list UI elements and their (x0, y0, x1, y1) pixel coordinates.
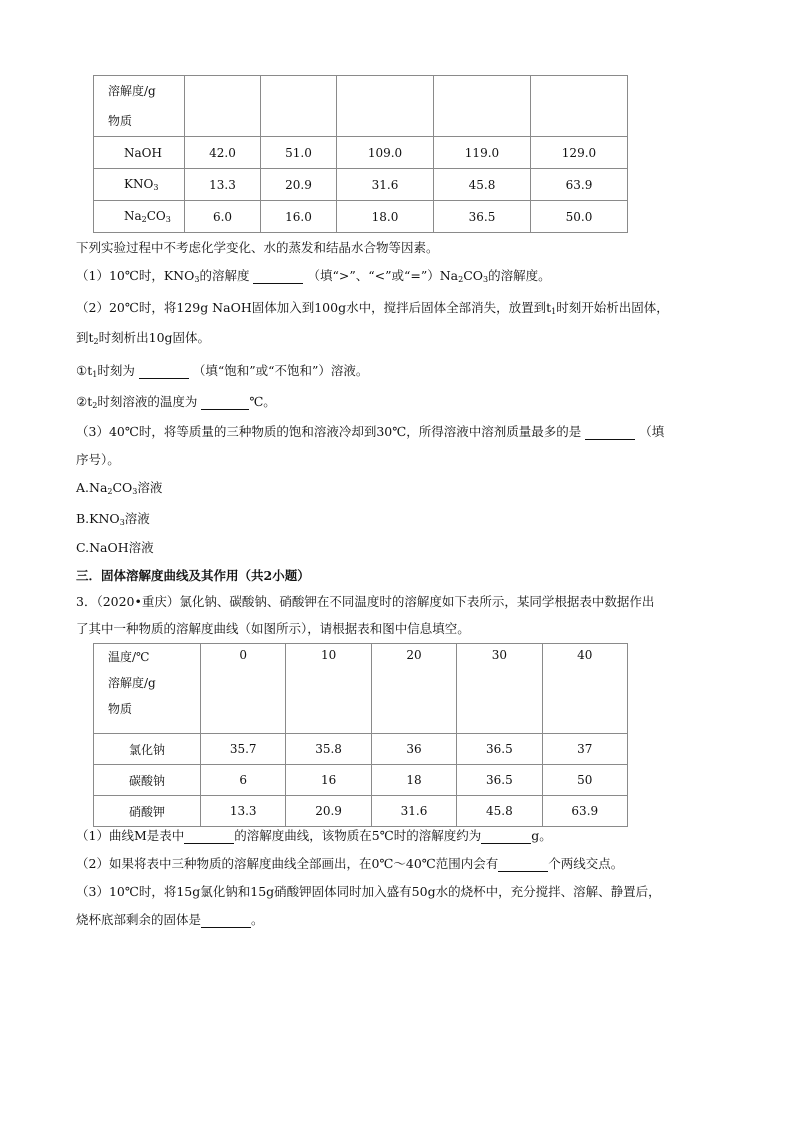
subscript: 2 (141, 215, 147, 224)
header-cell (94, 76, 185, 137)
table-cell: 109.0 (337, 137, 434, 169)
subscript: 3 (119, 518, 125, 527)
text: A.Na (76, 480, 108, 495)
q3-subquestion-2 (76, 854, 623, 872)
temperature-cell: 20 (371, 644, 456, 734)
table-cell: 50 (542, 765, 627, 796)
subscript: 2 (458, 275, 464, 284)
text: 到t (76, 330, 94, 345)
subscript: 3 (132, 487, 138, 496)
solubility-table-1 (93, 75, 628, 233)
table-cell: 50.0 (530, 201, 627, 233)
row-label: 氯化钠 (94, 734, 201, 765)
subscript: 1 (551, 307, 557, 316)
table-row (94, 137, 628, 169)
q3-stem-line-2: 了其中一种物质的溶解度曲线（如图所示），请根据表和图中信息填空。 (76, 621, 470, 636)
table-cell: 18.0 (337, 201, 434, 233)
table-cell (530, 76, 627, 137)
subscript: 2 (93, 337, 99, 346)
answer-blank[interactable] (139, 365, 189, 379)
header-label-substance: 物质 (108, 114, 133, 128)
text: （填“>”、“<”或“=”）Na (307, 268, 459, 283)
subscript: 3 (153, 183, 159, 192)
table-row (94, 734, 628, 765)
table-cell: 6.0 (185, 201, 261, 233)
table-cell (261, 76, 337, 137)
table-cell: 16.0 (261, 201, 337, 233)
text: CO (463, 268, 484, 283)
answer-blank[interactable] (253, 270, 303, 284)
subscript: 2 (92, 401, 98, 410)
temperature-cell: 10 (286, 644, 371, 734)
table-cell: 42.0 (185, 137, 261, 169)
table-cell: 119.0 (434, 137, 531, 169)
table-cell: 36.5 (457, 734, 542, 765)
row-label (94, 169, 185, 201)
text: 时刻开始析出固体， (556, 300, 669, 315)
text: ②t (76, 394, 93, 409)
text: g。 (531, 828, 552, 843)
text: 溶液 (124, 511, 150, 526)
table-cell: 6 (201, 765, 286, 796)
table-cell: 36.5 (434, 201, 531, 233)
text: （2）如果将表中三种物质的溶解度曲线全部画出，在0℃～40℃范围内会有 (76, 856, 499, 871)
text: B.KNO (76, 511, 120, 526)
text: （填“饱和”或“不饱和”）溶液。 (192, 363, 369, 378)
subscript: 3 (483, 275, 489, 284)
table-cell: 13.3 (201, 796, 286, 827)
header-label-substance: 物质 (108, 702, 133, 716)
row-label: 碳酸钠 (94, 765, 201, 796)
header-label-solubility: 溶解度/g (108, 676, 156, 690)
table-cell: 129.0 (530, 137, 627, 169)
table-cell: 45.8 (434, 169, 531, 201)
text: 烧杯底部剩余的固体是 (76, 912, 202, 927)
solubility-table-2 (93, 643, 628, 827)
formula-text: KNO (124, 177, 154, 191)
q3-subquestion-1 (76, 826, 552, 844)
table-cell: 31.6 (337, 169, 434, 201)
intro-text: 下列实验过程中不考虑化学变化、水的蒸发和结晶水合物等因素。 (76, 240, 439, 255)
text: ①t (76, 363, 93, 378)
header-cell (94, 644, 201, 734)
temperature-cell: 40 (542, 644, 627, 734)
subscript: 1 (92, 370, 98, 379)
question-part-1 (76, 266, 551, 284)
table-row (94, 201, 628, 233)
table-header-row (94, 76, 628, 137)
table-cell: 35.8 (286, 734, 371, 765)
table-cell: 51.0 (261, 137, 337, 169)
section-heading: 三．固体溶解度曲线及其作用（共2小题） (76, 568, 310, 583)
text: 的溶解度 (199, 268, 250, 283)
text: （1）曲线M是表中 (76, 828, 185, 843)
text: 的溶解度曲线，该物质在5℃时的溶解度约为 (234, 828, 482, 843)
text: 时刻为 (97, 363, 135, 378)
formula-text: CO (146, 209, 166, 223)
table-cell: 36.5 (457, 765, 542, 796)
subscript: 3 (194, 275, 200, 284)
temperature-cell: 0 (201, 644, 286, 734)
text: （3）40℃时，将等质量的三种物质的饱和溶液冷却到30℃，所得溶液中溶剂质量最多的是 (76, 424, 582, 439)
text: 时刻溶液的温度为 (97, 394, 198, 409)
question-part-3-cont: 序号）。 (76, 452, 120, 467)
row-label (94, 201, 185, 233)
table-cell: 18 (371, 765, 456, 796)
table-cell (185, 76, 261, 137)
table-cell: 37 (542, 734, 627, 765)
table-cell (337, 76, 434, 137)
table-row (94, 169, 628, 201)
table-cell: 16 (286, 765, 371, 796)
temperature-cell: 30 (457, 644, 542, 734)
answer-blank[interactable] (481, 830, 531, 844)
q3-subquestion-3: （3）10℃时，将15g氯化钠和15g硝酸钾固体同时加入盛有50g水的烧杯中，充分搅拌、溶解、静置后， (76, 884, 661, 899)
row-label: 硝酸钾 (94, 796, 201, 827)
q3-subquestion-3-cont (76, 910, 264, 928)
answer-blank[interactable] (184, 830, 234, 844)
answer-blank[interactable] (498, 858, 548, 872)
table-cell: 36 (371, 734, 456, 765)
option-b (76, 509, 150, 527)
question-part-2-2 (76, 392, 276, 410)
table-cell: 63.9 (542, 796, 627, 827)
table-cell: 13.3 (185, 169, 261, 201)
subscript: 3 (165, 215, 171, 224)
text: （填 (639, 424, 665, 439)
table-cell: 63.9 (530, 169, 627, 201)
question-part-2-cont (76, 328, 210, 346)
text: ℃。 (249, 394, 276, 409)
table-row (94, 796, 628, 827)
table-cell (434, 76, 531, 137)
text: 的溶解度。 (488, 268, 551, 283)
option-c: C.NaOH溶液 (76, 540, 154, 555)
text: 时刻析出10g固体。 (98, 330, 211, 345)
row-label: NaOH (94, 137, 185, 169)
option-a (76, 478, 162, 496)
question-part-3 (76, 422, 664, 440)
table-row (94, 765, 628, 796)
table-cell: 20.9 (261, 169, 337, 201)
text: 个两线交点。 (548, 856, 624, 871)
header-label-temperature: 温度/℃ (108, 650, 150, 664)
question-part-2 (76, 298, 669, 316)
subscript: 2 (107, 487, 113, 496)
q3-stem-line-1: 3．（2020•重庆）氯化钠、碳酸钠、硝酸钾在不同温度时的溶解度如下表所示，某同学根据表中数据作出 (76, 594, 655, 609)
answer-blank[interactable] (201, 396, 249, 410)
text: 。 (251, 912, 264, 927)
header-label-solubility: 溶解度/g (108, 84, 156, 98)
text: CO (112, 480, 133, 495)
formula-text: Na (124, 209, 142, 223)
table-cell: 31.6 (371, 796, 456, 827)
text: 溶液 (137, 480, 163, 495)
table-cell: 45.8 (457, 796, 542, 827)
table-cell: 20.9 (286, 796, 371, 827)
answer-blank[interactable] (201, 914, 251, 928)
text: （1）10℃时，KNO (76, 268, 195, 283)
table-cell: 35.7 (201, 734, 286, 765)
table-header-row (94, 644, 628, 734)
question-part-2-1 (76, 361, 368, 379)
text: （2）20℃时，将129g NaOH固体加入到100g水中，搅拌后固体全部消失，放置到t (76, 300, 552, 315)
answer-blank[interactable] (585, 426, 635, 440)
